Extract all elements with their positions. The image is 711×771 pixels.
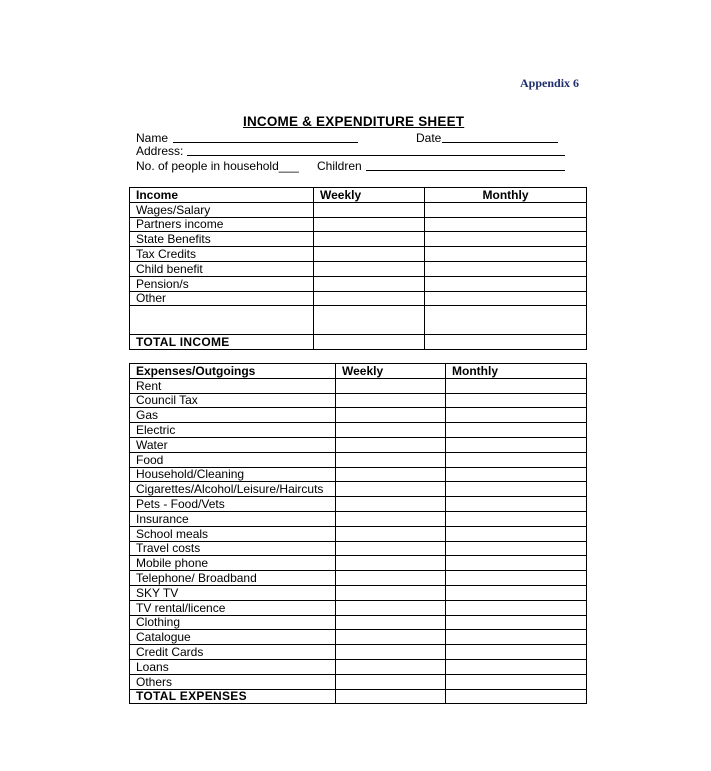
expenses-monthly-cell[interactable] <box>446 600 587 615</box>
expenses-row-label: Clothing <box>130 615 336 630</box>
expenses-monthly-cell[interactable] <box>446 585 587 600</box>
expenses-table <box>129 363 587 704</box>
income-row-label: Pension/s <box>130 276 314 291</box>
expenses-monthly-cell[interactable] <box>446 645 587 660</box>
expenses-header-monthly: Monthly <box>446 364 587 379</box>
income-weekly-cell[interactable] <box>314 232 425 247</box>
expenses-row-label: Cigarettes/Alcohol/Leisure/Haircuts <box>130 482 336 497</box>
address-field[interactable] <box>187 155 565 156</box>
address-label: Address: <box>136 144 184 158</box>
expenses-monthly-cell[interactable] <box>446 393 587 408</box>
income-row-label: Other <box>130 291 314 306</box>
expenses-row-label: Council Tax <box>130 393 336 408</box>
income-row <box>130 232 587 247</box>
expenses-row-label: Household/Cleaning <box>130 467 336 482</box>
expenses-row <box>130 674 587 689</box>
expenses-monthly-cell[interactable] <box>446 437 587 452</box>
income-monthly-cell[interactable] <box>425 232 587 247</box>
expenses-monthly-cell[interactable] <box>446 674 587 689</box>
expenses-weekly-cell[interactable] <box>336 571 446 586</box>
income-monthly-cell[interactable] <box>425 202 587 217</box>
expenses-row <box>130 526 587 541</box>
income-monthly-cell[interactable] <box>425 217 587 232</box>
income-weekly-cell[interactable] <box>314 291 425 306</box>
income-total-label: TOTAL INCOME <box>130 335 314 350</box>
expenses-monthly-cell[interactable] <box>446 408 587 423</box>
expenses-row <box>130 482 587 497</box>
expenses-total-row <box>130 689 587 704</box>
expenses-weekly-cell[interactable] <box>336 437 446 452</box>
expenses-weekly-cell[interactable] <box>336 467 446 482</box>
expenses-row-label: Credit Cards <box>130 645 336 660</box>
expenses-weekly-cell[interactable] <box>336 482 446 497</box>
income-row-label: State Benefits <box>130 232 314 247</box>
income-monthly-cell[interactable] <box>425 306 587 335</box>
children-label: Children <box>317 159 362 173</box>
income-row <box>130 247 587 262</box>
expenses-row <box>130 423 587 438</box>
expenses-total-label: TOTAL EXPENSES <box>130 689 336 704</box>
expenses-row-label: Travel costs <box>130 541 336 556</box>
expenses-monthly-cell[interactable] <box>446 556 587 571</box>
date-label: Date <box>416 131 442 145</box>
expenses-row <box>130 571 587 586</box>
expenses-weekly-cell[interactable] <box>336 393 446 408</box>
income-weekly-cell[interactable] <box>314 202 425 217</box>
expenses-monthly-cell[interactable] <box>446 423 587 438</box>
income-row-label <box>130 306 314 335</box>
income-monthly-cell[interactable] <box>425 276 587 291</box>
income-row <box>130 306 587 335</box>
expenses-monthly-cell[interactable] <box>446 467 587 482</box>
expenses-monthly-cell[interactable] <box>446 511 587 526</box>
expenses-monthly-cell[interactable] <box>446 526 587 541</box>
expenses-row-label: Gas <box>130 408 336 423</box>
expenses-weekly-cell[interactable] <box>336 630 446 645</box>
income-total-monthly-cell[interactable] <box>425 335 587 350</box>
expenses-row-label: Insurance <box>130 511 336 526</box>
expenses-row <box>130 556 587 571</box>
expenses-row-label: Pets - Food/Vets <box>130 497 336 512</box>
expenses-row-label: Mobile phone <box>130 556 336 571</box>
expenses-header-category: Expenses/Outgoings <box>130 364 336 379</box>
expenses-weekly-cell[interactable] <box>336 615 446 630</box>
income-weekly-cell[interactable] <box>314 276 425 291</box>
name-field[interactable] <box>173 142 358 143</box>
expenses-monthly-cell[interactable] <box>446 659 587 674</box>
expenses-row <box>130 659 587 674</box>
expenses-monthly-cell[interactable] <box>446 378 587 393</box>
expenses-weekly-cell[interactable] <box>336 423 446 438</box>
expenses-weekly-cell[interactable] <box>336 674 446 689</box>
income-monthly-cell[interactable] <box>425 261 587 276</box>
expenses-row-label: Others <box>130 674 336 689</box>
expenses-row-label: Rent <box>130 378 336 393</box>
income-weekly-cell[interactable] <box>314 217 425 232</box>
expenses-weekly-cell[interactable] <box>336 497 446 512</box>
income-weekly-cell[interactable] <box>314 247 425 262</box>
expenses-row-label: SKY TV <box>130 585 336 600</box>
expenses-monthly-cell[interactable] <box>446 571 587 586</box>
expenses-row <box>130 585 587 600</box>
expenses-weekly-cell[interactable] <box>336 526 446 541</box>
expenses-row <box>130 630 587 645</box>
expenses-row <box>130 600 587 615</box>
income-row-label: Partners income <box>130 217 314 232</box>
expenses-monthly-cell[interactable] <box>446 482 587 497</box>
income-row <box>130 217 587 232</box>
income-table <box>129 187 587 350</box>
expenses-weekly-cell[interactable] <box>336 585 446 600</box>
expenses-weekly-cell[interactable] <box>336 541 446 556</box>
expenses-row <box>130 437 587 452</box>
expenses-row <box>130 541 587 556</box>
income-monthly-cell[interactable] <box>425 247 587 262</box>
income-header-weekly: Weekly <box>314 188 425 203</box>
expenses-monthly-cell[interactable] <box>446 541 587 556</box>
expenses-row <box>130 511 587 526</box>
expenses-total-monthly-cell[interactable] <box>446 689 587 704</box>
income-row-label: Child benefit <box>130 261 314 276</box>
expenses-weekly-cell[interactable] <box>336 378 446 393</box>
expenses-weekly-cell[interactable] <box>336 600 446 615</box>
income-total-weekly-cell[interactable] <box>314 335 425 350</box>
expenses-weekly-cell[interactable] <box>336 452 446 467</box>
income-row-label: Tax Credits <box>130 247 314 262</box>
expenses-row-label: Water <box>130 437 336 452</box>
name-label: Name <box>136 131 169 145</box>
date-field[interactable] <box>442 142 558 143</box>
children-field[interactable] <box>366 170 565 171</box>
expenses-row <box>130 452 587 467</box>
income-row <box>130 202 587 217</box>
expenses-row <box>130 497 587 512</box>
expenses-weekly-cell[interactable] <box>336 408 446 423</box>
expenses-row <box>130 393 587 408</box>
expenses-row-label: Catalogue <box>130 630 336 645</box>
income-header-category: Income <box>130 188 314 203</box>
income-monthly-cell[interactable] <box>425 291 587 306</box>
expenses-row-label: School meals <box>130 526 336 541</box>
appendix-label: Appendix 6 <box>520 76 580 90</box>
expenses-monthly-cell[interactable] <box>446 630 587 645</box>
expenses-row <box>130 615 587 630</box>
page-title: INCOME & EXPENDITURE SHEET <box>243 114 465 129</box>
income-row <box>130 261 587 276</box>
income-row <box>130 291 587 306</box>
income-header-monthly: Monthly <box>425 188 587 203</box>
income-weekly-cell[interactable] <box>314 306 425 335</box>
expenses-total-weekly-cell[interactable] <box>336 689 446 704</box>
income-total-row <box>130 335 587 350</box>
expenses-header-weekly: Weekly <box>336 364 446 379</box>
expenses-weekly-cell[interactable] <box>336 511 446 526</box>
expenses-row-label: Food <box>130 452 336 467</box>
income-weekly-cell[interactable] <box>314 261 425 276</box>
income-row <box>130 276 587 291</box>
household-label: No. of people in household___ <box>136 159 299 173</box>
expenses-row-label: Loans <box>130 659 336 674</box>
expenses-monthly-cell[interactable] <box>446 452 587 467</box>
income-row-label: Wages/Salary <box>130 202 314 217</box>
expenses-weekly-cell[interactable] <box>336 556 446 571</box>
expenses-row <box>130 645 587 660</box>
expenses-row-label: TV rental/licence <box>130 600 336 615</box>
expenses-row <box>130 378 587 393</box>
expenses-row-label: Electric <box>130 423 336 438</box>
expenses-row <box>130 467 587 482</box>
expenses-weekly-cell[interactable] <box>336 645 446 660</box>
expenses-weekly-cell[interactable] <box>336 659 446 674</box>
expenses-monthly-cell[interactable] <box>446 497 587 512</box>
expenses-row-label: Telephone/ Broadband <box>130 571 336 586</box>
expenses-row <box>130 408 587 423</box>
expenses-monthly-cell[interactable] <box>446 615 587 630</box>
